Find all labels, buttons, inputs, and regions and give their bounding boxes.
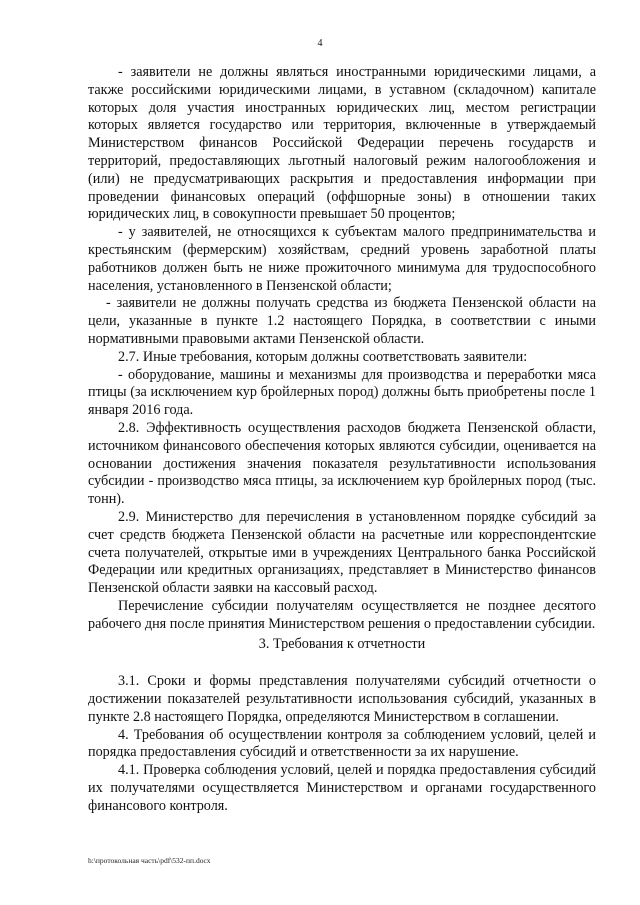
paragraph-2-8: 2.8. Эффективность осуществления расходов бюджета Пензенской области, источником финансового обеспечения которых являются субсидии, оценивается на основании достижения значения показателя результативности использования субсидии - производство мяса птицы, за исключением кур бройлерных пород (тыс. тонн). bbox=[88, 419, 596, 508]
document-body bbox=[88, 64, 596, 816]
paragraph-transfer-timing: Перечисление субсидии получателям осуществляется не позднее десятого рабочего дня после принятия Министерством решения о предоставлении субсидии. bbox=[88, 597, 596, 632]
file-path-footer: h:\протокольная часть\pdf\532-пп.docx bbox=[88, 856, 211, 865]
paragraph-budget-funds: - заявители не должны получать средства из бюджета Пензенской области на цели, указанные в пункте 1.2 настоящего Порядка, в соответствии с иными нормативными правовыми актами Пензенской области. bbox=[88, 295, 596, 347]
paragraph-3-1: 3.1. Сроки и формы представления получателями субсидий отчетности о достижении показателей результативности использования субсидий, указанных в пункте 2.8 настоящего Порядка, определяются Министерством в соглашении. bbox=[88, 673, 596, 725]
page-number: 4 bbox=[317, 38, 323, 49]
paragraph-wage-level: - у заявителей, не относящихся к субъектам малого предпринимательства и крестьянским (фермерским) хозяйствам, средний уровень заработной платы работников должен быть не ниже прожиточного минимума для трудоспособного населения, установленного в Пензенской области; bbox=[88, 224, 596, 294]
paragraph-2-9: 2.9. Министерство для перечисления в установленном порядке субсидий за счет средств бюджета Пензенской области на расчетные или корреспондентские счета получателей, открытые ими в учреждениях Центрального банка Российской Федерации или кредитных организациях, представляет в Министерство финансов Пензенской области заявки на кассовый расход. bbox=[88, 508, 596, 597]
paragraph-4: 4. Требования об осуществлении контроля за соблюдением условий, целей и порядка предоставления субсидий и ответственности за их нарушение. bbox=[88, 726, 596, 761]
section-title: 3. Требования к отчетности bbox=[258, 635, 426, 652]
paragraph-equipment: - оборудование, машины и механизмы для производства и переработки мяса птицы (за исключением кур бройлерных пород) должны быть приобретены после 1 января 2016 года. bbox=[88, 366, 596, 419]
paragraph-2-7: 2.7. Иные требования, которым должны соответствовать заявители: bbox=[118, 348, 528, 365]
paragraph-4-1: 4.1. Проверка соблюдения условий, целей и порядка предоставления субсидий их получателями осуществляется Министерством и органами государственного финансового контроля. bbox=[88, 762, 596, 814]
paragraph-foreign-entities: - заявители не должны являться иностранными юридическими лицами, а также российскими юридическими лицами, в уставном (складочном) капитале которых доля участия иностранных юридических лиц, местом регистрации которых является государство или территория, включенные в утверждаемый Министерством финансов Российской Федерации перечень государств и территорий, предоставляющих льготный налоговый режим налогообложения и (или) не предусматривающих раскрытия и предоставления информации при проведении финансовых операций (оффшорные зоны) в отношении таких юридических лиц, в совокупности превышает 50 процентов; bbox=[88, 64, 596, 223]
section-spacer bbox=[88, 653, 596, 673]
